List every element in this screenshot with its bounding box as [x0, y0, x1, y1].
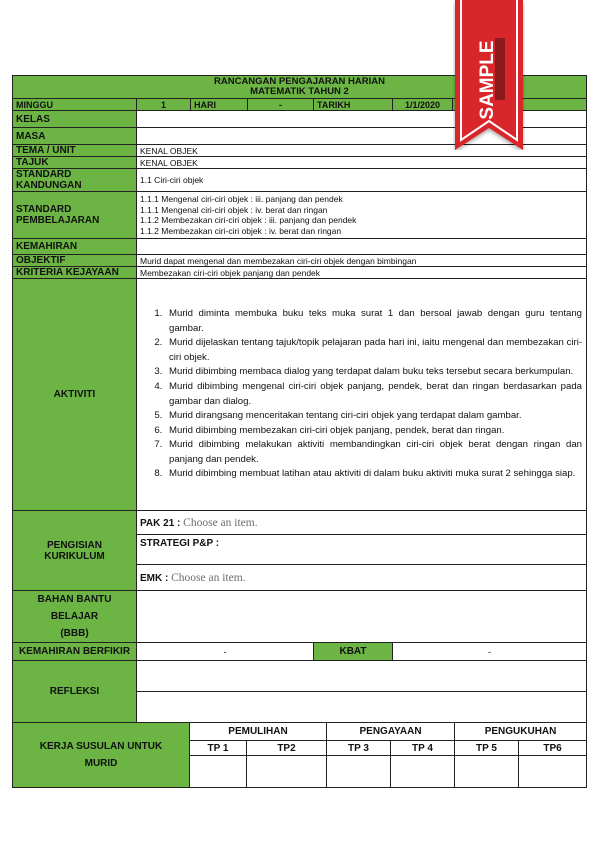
- strategi-row[interactable]: [137, 535, 587, 565]
- tp5-cell[interactable]: [455, 756, 519, 788]
- tp6-cell[interactable]: [519, 756, 587, 788]
- pak21-select[interactable]: Choose an item.: [183, 516, 258, 529]
- aktiviti-list: [137, 305, 586, 484]
- bbb-value[interactable]: [137, 591, 587, 643]
- aktiviti-content[interactable]: [137, 279, 587, 511]
- refleksi-line-2[interactable]: [137, 692, 587, 723]
- standard-kandungan-value[interactable]: 1.1 Ciri-ciri objek: [137, 169, 587, 192]
- tema-value[interactable]: KENAL OBJEK: [137, 145, 587, 157]
- aktiviti-label: AKTIVITI: [13, 279, 137, 511]
- pengisian-kurikulum-label: PENGISIAN KURIKULUM: [13, 511, 137, 591]
- objektif-label: OBJEKTIF: [13, 255, 137, 267]
- kerja-susulan-label: KERJA SUSULAN UNTUK MURID: [13, 723, 190, 788]
- refleksi-label: REFLEKSI: [13, 661, 137, 723]
- tp2-cell[interactable]: [247, 756, 327, 788]
- susulan-table: [12, 722, 587, 788]
- hari-label: HARI: [191, 99, 248, 111]
- tp3-cell[interactable]: [327, 756, 391, 788]
- tp6-header: TP6: [519, 741, 587, 756]
- tarikh-label: TARIKH: [314, 99, 393, 111]
- tema-label: TEMA / UNIT: [13, 145, 137, 157]
- kbat-label: KBAT: [314, 643, 393, 661]
- sample-ribbon: [453, 0, 525, 150]
- document-title: RANCANGAN PENGAJARAN HARIAN MATEMATIK TAHUN 2: [13, 76, 587, 99]
- refleksi-line-1[interactable]: [137, 661, 587, 692]
- pengayaan-header: PENGAYAAN: [327, 723, 455, 741]
- emk-row: [137, 565, 587, 591]
- tajuk-value[interactable]: KENAL OBJEK: [137, 157, 587, 169]
- tajuk-label: TAJUK: [13, 157, 137, 169]
- tp5-header: TP 5: [455, 741, 519, 756]
- standard-pembelajaran-value[interactable]: 1.1.1 Mengenal ciri-ciri objek : iii. panjang dan pendek 1.1.1 Mengenal ciri-ciri objek : iv. berat dan ringan 1.1.2 Membezakan ciri-ciri objek : iii. panjang dan pendek 1.1.2 Membezakan ciri-ciri objek : iv. berat dan ringan: [137, 192, 587, 239]
- standard-pembelajaran-label: STANDARD PEMBELAJARAN: [13, 192, 137, 239]
- kemahiran-berfikir-label: KEMAHIRAN BERFIKIR: [13, 643, 137, 661]
- aktiviti-item: 8. Murid dibimbing membuat latihan atau aktiviti di dalam buku aktiviti muka surat 2 sehingga siap.: [165, 467, 582, 482]
- tp2-header: TP2: [247, 741, 327, 756]
- aktiviti-item: 3. Murid dibimbing membaca dialog yang terdapat dalam buku teks tersebut secara berkumpulan.: [165, 365, 582, 380]
- tp1-cell[interactable]: [190, 756, 247, 788]
- aktiviti-item: 5. Murid dirangsang menceritakan tentang ciri-ciri objek yang terdapat dalam gambar.: [165, 409, 582, 424]
- tp3-header: TP 3: [327, 741, 391, 756]
- hari-value: -: [248, 99, 314, 111]
- minggu-value: 1: [137, 99, 191, 111]
- tp4-cell[interactable]: [391, 756, 455, 788]
- kbat-value[interactable]: -: [393, 643, 587, 661]
- pemulihan-header: PEMULIHAN: [190, 723, 327, 741]
- aktiviti-item: 7. Murid dibimbing melakukan aktiviti membandingkan ciri-ciri objek berat dengan ringan dan panjang dan pendek.: [165, 438, 582, 467]
- kemahiran-berfikir-value[interactable]: -: [137, 643, 314, 661]
- emk-select[interactable]: Choose an item.: [171, 571, 246, 584]
- pak21-label: PAK 21 :: [140, 517, 181, 529]
- emk-label: EMK :: [140, 572, 169, 584]
- aktiviti-item: 4. Murid dibimbing mengenal ciri-ciri objek panjang, pendek, berat dan ringan berdasarkan pada gambar dan dialog.: [165, 380, 582, 409]
- pengukuhan-header: PENGUKUHAN: [455, 723, 587, 741]
- aktiviti-item: 2. Murid dijelaskan tentang tajuk/topik pelajaran pada hari ini, iaitu mengenal dan membezakan ciri-ciri objek.: [165, 336, 582, 365]
- rph-table: [12, 75, 587, 723]
- standard-kandungan-label: STANDARD KANDUNGAN: [13, 169, 137, 192]
- aktiviti-item: 1. Murid diminta membuka buku teks muka surat 1 dan bersoal jawab dengan guru tentang gambar.: [165, 307, 582, 336]
- kemahiran-value[interactable]: [137, 239, 587, 255]
- tp1-header: TP 1: [190, 741, 247, 756]
- masa-label: MASA: [13, 128, 137, 145]
- bbb-label: BAHAN BANTU BELAJAR (BBB): [13, 591, 137, 643]
- objektif-value[interactable]: Murid dapat mengenal dan membezakan ciri-ciri objek dengan bimbingan: [137, 255, 587, 267]
- kriteria-label: KRITERIA KEJAYAAN: [13, 267, 137, 279]
- kemahiran-label: KEMAHIRAN: [13, 239, 137, 255]
- ribbon-text: SAMPLE: [477, 40, 498, 120]
- tp4-header: TP 4: [391, 741, 455, 756]
- minggu-label: MINGGU: [13, 99, 137, 111]
- rph-document: [12, 75, 586, 788]
- aktiviti-item: 6. Murid dibimbing membezakan ciri-ciri objek panjang, pendek, berat dan ringan.: [165, 424, 582, 439]
- pak21-row: [137, 511, 587, 535]
- kelas-label: KELAS: [13, 111, 137, 128]
- tarikh-value: 1/1/2020: [393, 99, 453, 111]
- strategi-label: STRATEGI P&P :: [140, 538, 220, 549]
- kriteria-value[interactable]: Membezakan ciri-ciri objek panjang dan pendek: [137, 267, 587, 279]
